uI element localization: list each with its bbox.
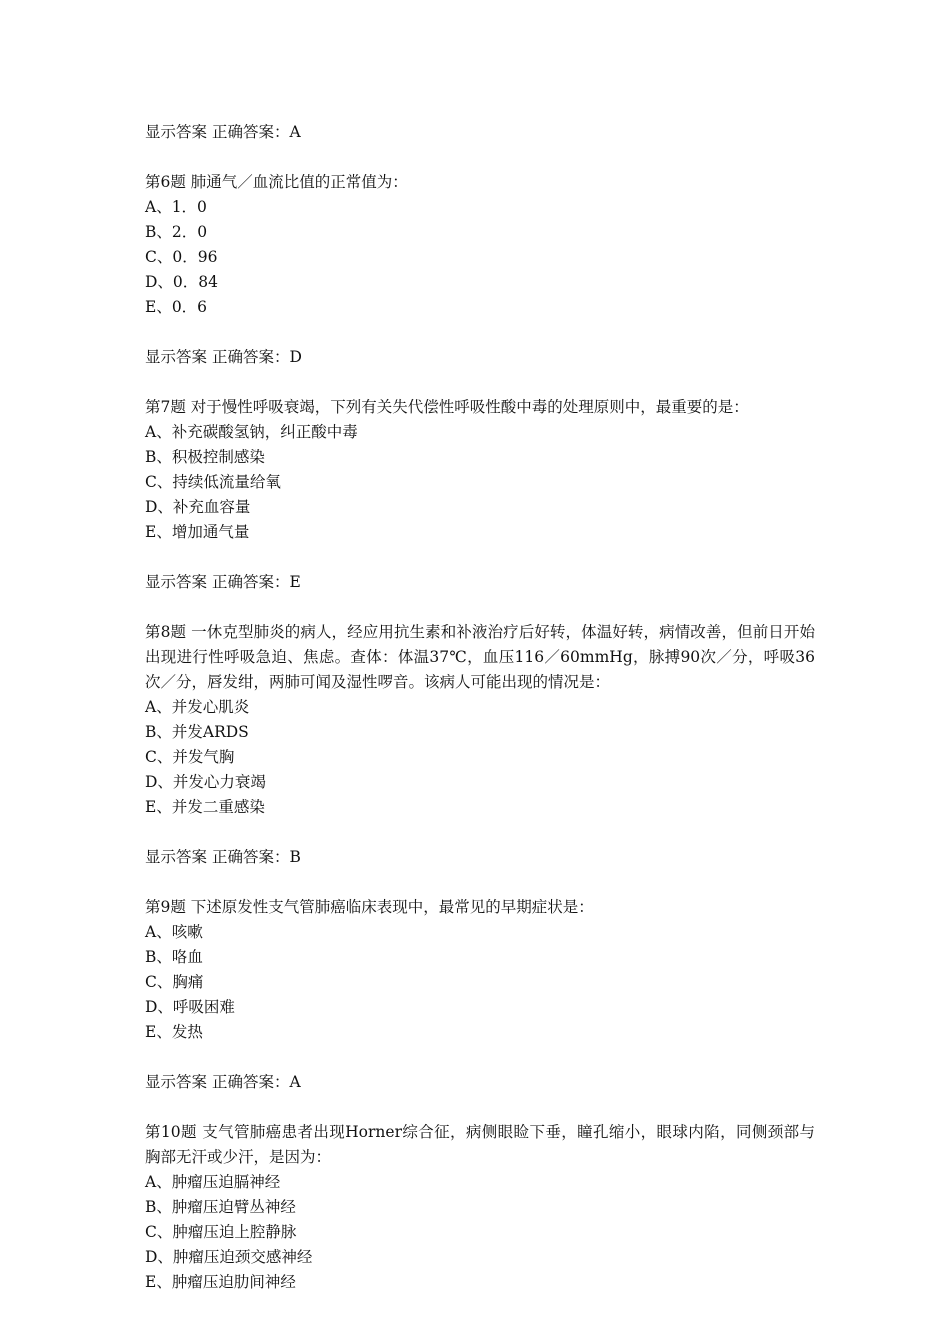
option-e[interactable]: E、并发二重感染 <box>145 798 265 816</box>
question-stem: 第6题 肺通气／血流比值的正常值为： <box>145 173 408 191</box>
answer-line-q6 <box>145 345 815 370</box>
option-d[interactable]: D、呼吸困难 <box>145 998 235 1016</box>
question-block-9 <box>145 895 815 1095</box>
option-b[interactable]: B、积极控制感染 <box>145 448 265 466</box>
option-b[interactable]: B、咯血 <box>145 948 203 966</box>
spacer <box>145 1045 815 1070</box>
question-block-6 <box>145 170 815 370</box>
question-block-7 <box>145 395 815 595</box>
option-d[interactable]: D、0．84 <box>145 273 219 291</box>
option-c[interactable]: C、并发气胸 <box>145 748 235 766</box>
option-e[interactable]: E、发热 <box>145 1023 203 1041</box>
question-block-8 <box>145 620 815 870</box>
option-a[interactable]: A、肿瘤压迫膈神经 <box>145 1173 281 1191</box>
option-a[interactable]: A、1．0 <box>145 198 207 216</box>
option-e[interactable]: E、增加通气量 <box>145 523 250 541</box>
option-e[interactable]: E、肿瘤压迫肋间神经 <box>145 1273 296 1291</box>
correct-answer-text: 正确答案：B <box>211 848 301 866</box>
option-a[interactable]: A、补充碳酸氢钠，纠正酸中毒 <box>145 423 358 441</box>
option-e[interactable]: E、0．6 <box>145 298 208 316</box>
correct-answer-text: 正确答案：E <box>211 573 301 591</box>
question-block-10 <box>145 1120 815 1295</box>
question-stem: 第8题 一休克型肺炎的病人，经应用抗生素和补液治疗后好转，体温好转，病情改善，但前日开始出现进行性呼吸急迫、焦虑。查体：体温37℃，血压116／60mmHg，脉搏90次／分，呼吸36次／分，唇发绀，两肺可闻及湿性啰音。该病人可能出现的情况是： <box>145 623 815 691</box>
answer-line-q7 <box>145 570 815 595</box>
answer-line-q5 <box>145 120 815 145</box>
spacer <box>145 545 815 570</box>
question-stem: 第9题 下述原发性支气管肺癌临床表现中，最常见的早期症状是： <box>145 898 594 916</box>
option-b[interactable]: B、肿瘤压迫臂丛神经 <box>145 1198 296 1216</box>
question-stem: 第7题 对于慢性呼吸衰竭，下列有关失代偿性呼吸性酸中毒的处理原则中，最重要的是： <box>145 398 749 416</box>
answer-line-q8 <box>145 845 815 870</box>
option-c[interactable]: C、胸痛 <box>145 973 204 991</box>
show-answer-button[interactable]: 显示答案 <box>145 848 212 866</box>
show-answer-button[interactable]: 显示答案 <box>145 573 212 591</box>
answer-line-q9 <box>145 1070 815 1095</box>
correct-answer-text: 正确答案：D <box>211 348 302 366</box>
option-a[interactable]: A、咳嗽 <box>145 923 203 941</box>
option-b[interactable]: B、2．0 <box>145 223 208 241</box>
option-c[interactable]: C、肿瘤压迫上腔静脉 <box>145 1223 297 1241</box>
option-c[interactable]: C、0．96 <box>145 248 218 266</box>
option-c[interactable]: C、持续低流量给氧 <box>145 473 281 491</box>
show-answer-button[interactable]: 显示答案 <box>145 123 212 141</box>
option-a[interactable]: A、并发心肌炎 <box>145 698 250 716</box>
option-d[interactable]: D、并发心力衰竭 <box>145 773 266 791</box>
option-d[interactable]: D、肿瘤压迫颈交感神经 <box>145 1248 313 1266</box>
spacer <box>145 820 815 845</box>
show-answer-button[interactable]: 显示答案 <box>145 1073 212 1091</box>
spacer <box>145 320 815 345</box>
correct-answer-text: 正确答案：A <box>211 1073 301 1091</box>
correct-answer-text: 正确答案：A <box>211 123 301 141</box>
question-stem: 第10题 支气管肺癌患者出现Horner综合征，病侧眼睑下垂，瞳孔缩小，眼球内陷，同侧颈部与胸部无汗或少汗，是因为： <box>145 1123 815 1166</box>
show-answer-button[interactable]: 显示答案 <box>145 348 212 366</box>
option-d[interactable]: D、补充血容量 <box>145 498 251 516</box>
option-b[interactable]: B、并发ARDS <box>145 723 249 741</box>
exam-document <box>145 120 815 1295</box>
